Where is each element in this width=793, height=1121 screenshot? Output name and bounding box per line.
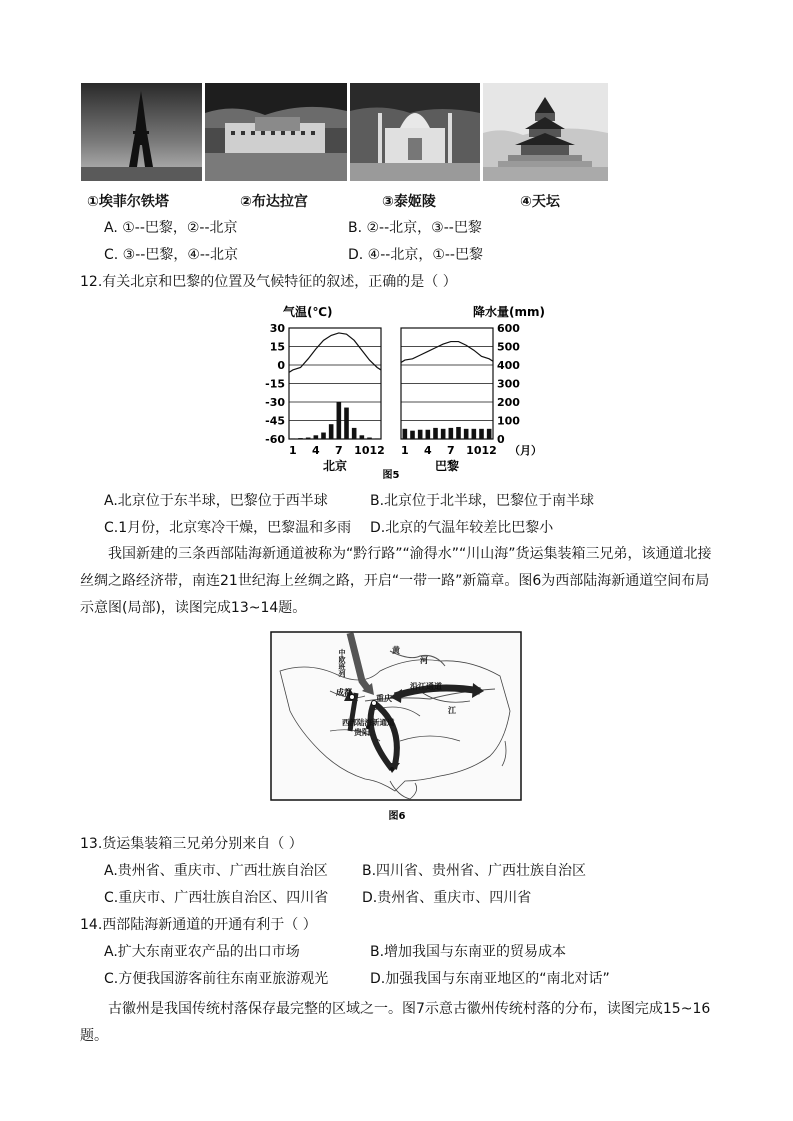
temp-tick-label: 0	[277, 359, 285, 372]
label-jiang: 江	[448, 706, 456, 715]
temp-tick-label: 30	[269, 322, 285, 335]
q14-option-d: D.加强我国与东南亚地区的“南北对话”	[370, 971, 610, 987]
paris-month-tick: 1	[401, 444, 409, 457]
temp-tick-label: -30	[265, 396, 285, 409]
beibu-gulf-marker	[390, 767, 394, 771]
beijing-month-tick: 7	[335, 444, 343, 457]
q14-option-b: B.增加我国与东南亚的贸易成本	[370, 944, 567, 960]
paris-precip-bar	[426, 430, 431, 439]
beijing-precip-bar	[337, 402, 342, 439]
paris-month-tick: 4	[424, 444, 432, 457]
photo-caption-1: ①埃菲尔铁塔	[87, 194, 169, 210]
paris-precip-bar	[472, 429, 477, 439]
label-yangtze-channel: 沿江通道	[410, 682, 442, 691]
potala-palace-icon	[205, 83, 347, 181]
label-china-europe-rail: 中欧班列	[338, 649, 346, 677]
precip-tick-label: 200	[497, 396, 520, 409]
precip-axis-label: 降水量(mm)	[473, 305, 545, 319]
beijing-precip-bar	[291, 438, 296, 439]
beijing-month-tick: 1	[289, 444, 297, 457]
paris-precip-bar	[410, 431, 415, 439]
q12-option-d: D.北京的气温年较差比巴黎小	[370, 520, 554, 536]
temp-tick-label: -15	[265, 377, 285, 391]
q14-option-c: C.方便我国游客前往东南亚旅游观光	[104, 971, 329, 987]
beijing-precip-bar	[344, 408, 349, 439]
photo-eiffel-tower	[81, 83, 202, 181]
beijing-month-tick: 4	[312, 444, 320, 457]
figure5-caption: 图5	[382, 470, 400, 481]
q14-stem: 14.西部陆海新通道的开通有利于（ ）	[80, 917, 317, 933]
paris-month-tick: 7	[447, 444, 455, 457]
beijing-precip-bar	[360, 435, 365, 439]
paris-precip-bar	[456, 427, 461, 439]
photo-potala-palace	[205, 83, 347, 181]
temp-tick-label: -45	[265, 414, 285, 428]
label-chengdu: 成都	[336, 688, 352, 697]
q12-stem: 12.有关北京和巴黎的位置及气候特征的叙述，正确的是（ ）	[80, 274, 457, 290]
beijing-temperature-line	[289, 333, 381, 372]
month-unit-label: （月）	[509, 444, 542, 457]
beijing-precip-bar	[352, 428, 357, 439]
temp-tick-label: 15	[269, 340, 285, 354]
paris-precip-bar	[441, 429, 446, 439]
precip-tick-label: 500	[497, 340, 520, 354]
map-frame	[271, 632, 521, 800]
beijing-label: 北京	[322, 459, 348, 473]
label-chongqing: 重庆	[376, 694, 392, 703]
taj-mahal-icon	[350, 83, 480, 181]
paris-precip-bar	[449, 428, 454, 439]
photo-caption-3: ③泰姬陵	[382, 194, 436, 210]
q11-option-a: A. ①--巴黎，②--北京	[104, 220, 238, 236]
beijing-precip-bar	[375, 438, 380, 439]
q13-option-b: B.四川省、贵州省、广西壮族自治区	[362, 863, 587, 879]
label-west-sea-channel: 西部陆海新通道	[342, 718, 395, 727]
q11-option-c: C. ③--巴黎，④--北京	[104, 247, 238, 263]
beijing-precip-bar	[321, 433, 326, 439]
label-guiyang: 贵阳	[354, 728, 370, 737]
eiffel-tower-icon	[81, 83, 202, 181]
q13-option-d: D.贵州省、重庆市、四川省	[362, 890, 532, 906]
beijing-precip-bar	[367, 438, 372, 439]
paris-precip-bar	[479, 429, 484, 439]
precip-tick-label: 400	[497, 359, 520, 372]
passage-west-sea-channel: 我国新建的三条西部陆海新通道被称为“黔行路”“渝得水”“川山海”货运集装箱三兄弟，该通道北接丝绸之路经济带，南连21世纪海上丝绸之路，开启“一带一路”新篇章。图6为西部陆海新通道空间布局示意图(局部)，读图完成13~14题。	[80, 546, 712, 616]
paris-month-tick: 12	[481, 444, 497, 457]
temple-of-heaven-icon	[483, 83, 608, 181]
beijing-precip-bar	[298, 438, 303, 439]
photo-caption-4: ④天坛	[520, 194, 560, 210]
precip-tick-label: 0	[497, 433, 505, 446]
precip-tick-label: 300	[497, 377, 520, 391]
q11-option-d: D. ④--北京，①--巴黎	[348, 247, 483, 263]
figure6-caption: 图6	[388, 811, 406, 821]
paris-label: 巴黎	[434, 459, 460, 473]
paris-precip-bar	[403, 429, 408, 439]
q12-option-b: B.北京位于北半球，巴黎位于南半球	[370, 493, 595, 509]
passage-huizhou-villages: 古徽州是我国传统村落保存最完整的区域之一。图7示意古徽州传统村落的分布，读图完成15~16题。	[80, 1001, 711, 1044]
q12-option-a: A.北京位于东半球，巴黎位于西半球	[104, 493, 328, 509]
photo-caption-2: ②布达拉宫	[240, 194, 308, 210]
q13-option-c: C.重庆市、广西壮族自治区、四川省	[104, 890, 329, 906]
label-he: 河	[420, 656, 428, 665]
figure6-map	[270, 631, 524, 821]
paris-month-tick: 10	[466, 444, 482, 457]
precip-tick-label: 600	[497, 322, 520, 335]
temp-axis-label: 气温(℃)	[283, 305, 333, 319]
paris-precip-bar	[433, 428, 438, 439]
q12-option-c: C.1月份，北京寒冷干燥，巴黎温和多雨	[104, 520, 352, 536]
q13-stem: 13.货运集装箱三兄弟分别来自（ ）	[80, 836, 303, 852]
photo-temple-of-heaven	[483, 83, 608, 181]
photo-taj-mahal	[350, 83, 480, 181]
paris-precip-bar	[418, 430, 423, 439]
beijing-precip-bar	[329, 424, 334, 439]
q14-option-a: A.扩大东南亚农产品的出口市场	[104, 944, 300, 960]
precip-tick-label: 100	[497, 414, 520, 428]
beijing-month-tick: 12	[369, 444, 385, 457]
temp-tick-label: -60	[265, 433, 285, 446]
beijing-month-tick: 10	[354, 444, 370, 457]
beijing-precip-bar	[314, 435, 319, 439]
paris-temperature-line	[401, 342, 493, 363]
figure5-climate-charts	[255, 300, 545, 485]
q13-option-a: A.贵州省、重庆市、广西壮族自治区	[104, 863, 328, 879]
beijing-precip-bar	[306, 438, 311, 439]
q11-option-b: B. ②--北京，③--巴黎	[348, 220, 482, 236]
paris-precip-bar	[487, 429, 492, 439]
paris-precip-bar	[464, 429, 469, 439]
label-yellow: 黄	[392, 646, 400, 655]
